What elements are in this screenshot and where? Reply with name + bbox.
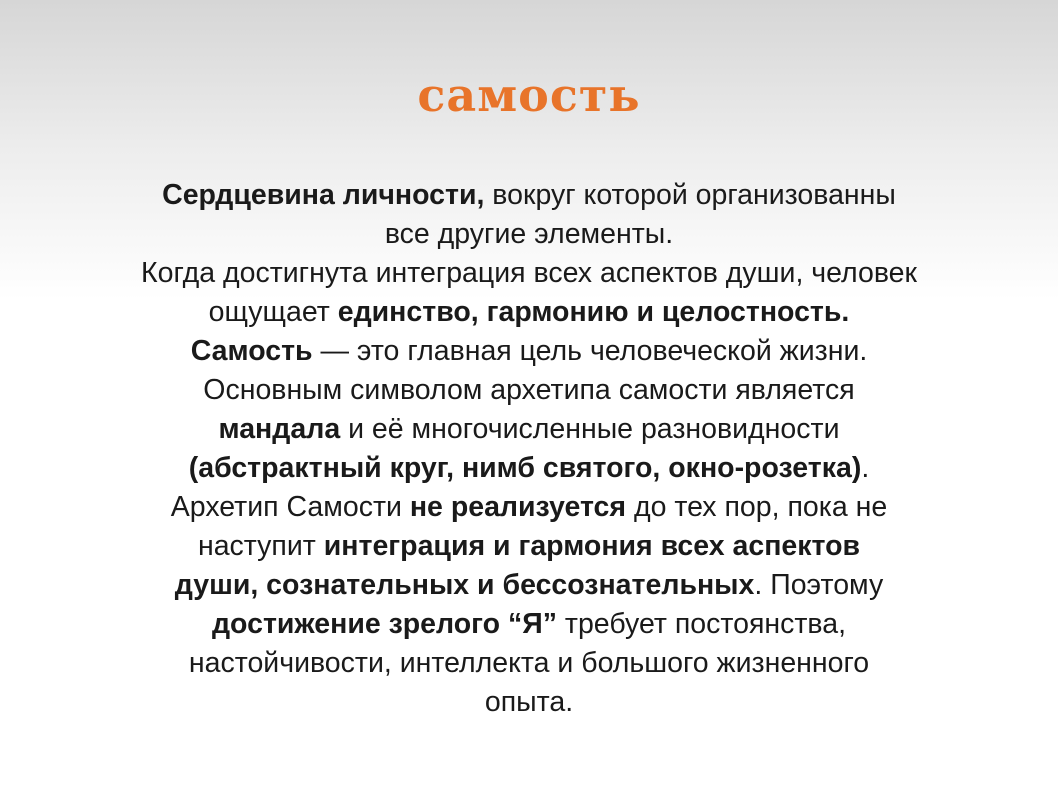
slide-body xyxy=(40,176,1018,722)
bold-text-run: достижение зрелого “Я” xyxy=(211,608,557,640)
bold-text-run: мандала xyxy=(218,413,341,445)
text-line xyxy=(40,449,1018,488)
text-line xyxy=(40,527,1018,566)
text-run: Архетип Самости xyxy=(170,491,410,523)
text-line xyxy=(40,410,1018,449)
bold-text-run: Самость xyxy=(190,335,313,367)
text-line xyxy=(40,683,1018,722)
bold-text-run: души, сознательных и бессознательных xyxy=(174,569,755,601)
text-line xyxy=(40,215,1018,254)
text-line xyxy=(40,254,1018,293)
text-run: Когда достигнута интеграция всех аспектов души, человек xyxy=(141,257,917,289)
text-run: . xyxy=(861,452,870,484)
text-line xyxy=(40,488,1018,527)
text-line xyxy=(40,644,1018,683)
text-run: Основным символом архетипа самости является xyxy=(203,374,855,406)
text-line xyxy=(40,332,1018,371)
text-run: ощущает xyxy=(208,296,338,328)
text-run: настойчивости, интеллекта и большого жизненного xyxy=(188,647,870,679)
text-run: . Поэтому xyxy=(754,569,884,601)
text-line xyxy=(40,371,1018,410)
slide-title: самость xyxy=(417,68,641,122)
text-run: требует постоянства, xyxy=(556,608,847,640)
text-line xyxy=(40,566,1018,605)
text-run: до тех пор, пока не xyxy=(626,491,888,523)
text-run: и её многочисленные разновидности xyxy=(340,413,840,445)
text-run: вокруг которой организованны xyxy=(484,179,896,211)
text-run: — это главная цель человеческой жизни. xyxy=(312,335,868,367)
bold-text-run: Сердцевина личности, xyxy=(162,179,485,211)
bold-text-run: не реализуется xyxy=(409,491,627,523)
bold-text-run: интеграция и гармония всех аспектов xyxy=(323,530,861,562)
text-run: опыта. xyxy=(484,686,574,718)
text-line xyxy=(40,176,1018,215)
text-run: все другие элементы. xyxy=(384,218,674,250)
text-run: наступит xyxy=(197,530,324,562)
bold-text-run: единство, гармонию и целостность. xyxy=(337,296,850,328)
bold-text-run: (абстрактный круг, нимб святого, окно-розетка) xyxy=(188,452,862,484)
text-line xyxy=(40,293,1018,332)
text-line xyxy=(40,605,1018,644)
